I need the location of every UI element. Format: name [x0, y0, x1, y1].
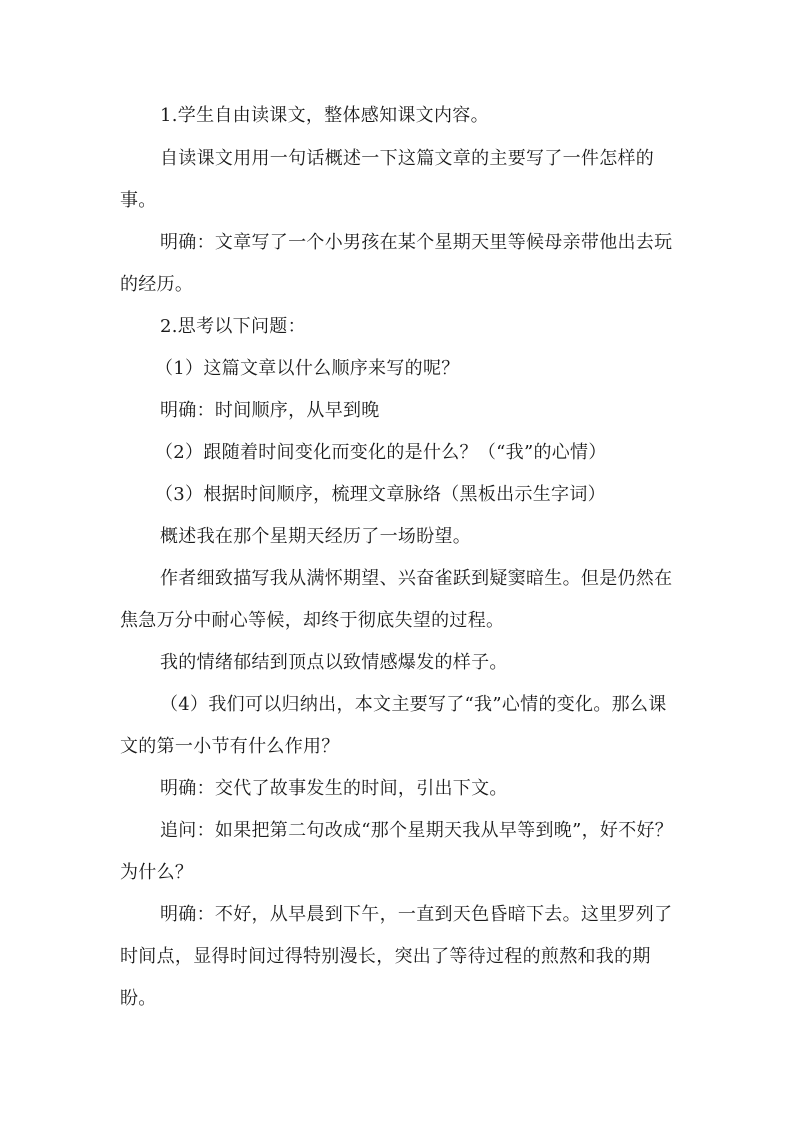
paragraph-question-1: （1）这篇文章以什么顺序来写的呢？: [155, 358, 460, 379]
paragraph-question-2: （2）跟随着时间变化而变化的是什么？（“我”的心情）: [155, 442, 607, 463]
paragraph-follow-up-answer: 明确：不好，从早晨到下午，一直到天色昏暗下去。这里罗列了时间点，显得时间过得特别漫长，突出了等待过程的煎熬和我的期盼。: [120, 904, 673, 1009]
paragraph-answer-4: 明确：交代了故事发生的时间，引出下文。: [160, 778, 508, 799]
paragraph-question-3: （3）根据时间顺序，梳理文章脉络（黑板出示生字词）: [155, 484, 606, 505]
paragraph-detail-description: 作者细致描写我从满怀期望、兴奋雀跃到疑窦暗生。但是仍然在焦急万分中耐心等候，却终于彻底失望的过程。: [120, 568, 673, 631]
paragraph-step-1: 1.学生自由读课文，整体感知课文内容。: [160, 105, 489, 126]
paragraph-summary-task: 自读课文用用一句话概述一下这篇文章的主要写了一件怎样的事。: [120, 148, 655, 211]
paragraph-emotion-climax: 我的情绪郁结到顶点以致情感爆发的样子。: [160, 652, 508, 673]
paragraph-outline: 概述我在那个星期天经历了一场盼望。: [160, 526, 472, 547]
paragraph-step-2: 2.思考以下问题：: [160, 316, 306, 337]
paragraph-follow-up: 追问：如果把第二句改成“那个星期天我从早等到晚”，好不好？为什么？: [120, 820, 674, 883]
paragraph-answer-summary: 明确：文章写了一个小男孩在某个星期天里等候母亲带他出去玩的经历。: [120, 232, 673, 295]
paragraph-question-4: （4）我们可以归纳出，本文主要写了“我”心情的变化。那么课文的第一小节有什么作用？: [120, 694, 667, 757]
paragraph-answer-1: 明确：时间顺序，从早到晚: [160, 400, 380, 421]
